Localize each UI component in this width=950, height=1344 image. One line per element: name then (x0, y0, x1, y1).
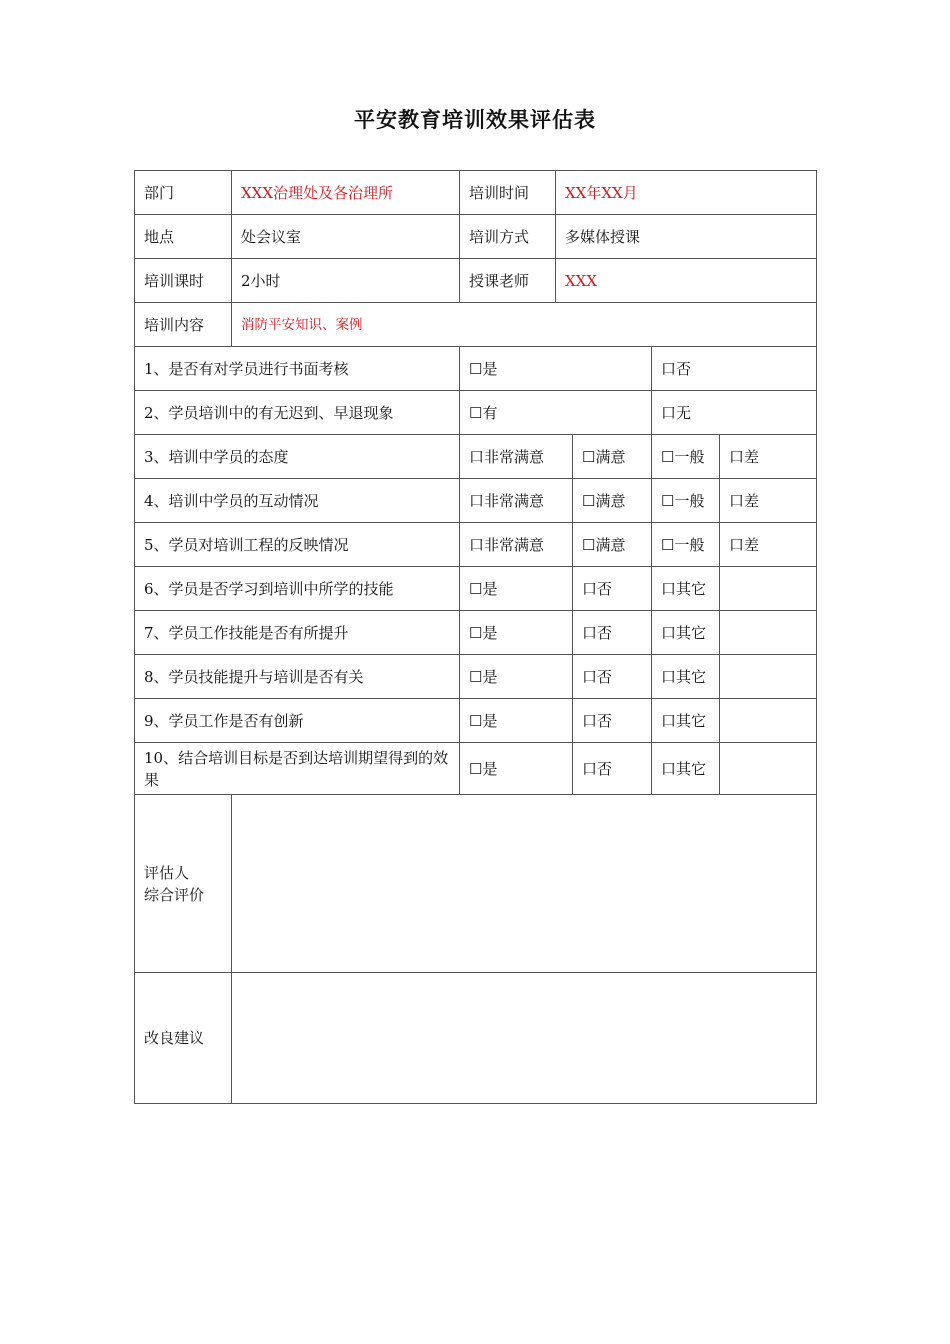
option-checkbox[interactable]: ☐一般 (652, 479, 720, 523)
option-checkbox[interactable]: ☐有 (460, 391, 652, 435)
option-checkbox[interactable]: 口差 (720, 523, 817, 567)
training-time-label: 培训时间 (460, 171, 556, 215)
option-checkbox[interactable]: ☐是 (460, 699, 573, 743)
option-checkbox[interactable]: 口差 (720, 435, 817, 479)
suggestion-row (135, 973, 817, 1104)
question-row (135, 523, 817, 567)
content-label: 培训内容 (135, 303, 232, 347)
evaluation-label-line2: 综合评价 (144, 885, 205, 904)
option-checkbox[interactable]: 口其它 (652, 567, 720, 611)
option-checkbox[interactable]: 口否 (573, 743, 652, 795)
question-text: 3、培训中学员的态度 (135, 435, 460, 479)
blank-cell[interactable] (720, 743, 817, 795)
question-row (135, 435, 817, 479)
option-checkbox[interactable]: 口其它 (652, 655, 720, 699)
evaluation-form-table (134, 170, 817, 1104)
question-row (135, 655, 817, 699)
option-checkbox[interactable]: ☐是 (460, 743, 573, 795)
question-text: 8、学员技能提升与培训是否有关 (135, 655, 460, 699)
option-checkbox[interactable]: 口否 (573, 699, 652, 743)
hours-label: 培训课时 (135, 259, 232, 303)
question-row (135, 743, 817, 795)
place-value[interactable]: 处会议室 (232, 215, 460, 259)
teacher-value[interactable]: XXX (556, 259, 817, 303)
option-checkbox[interactable]: 口非常满意 (460, 435, 573, 479)
option-checkbox[interactable]: ☐是 (460, 347, 652, 391)
place-label: 地点 (135, 215, 232, 259)
question-row (135, 479, 817, 523)
evaluation-label-line1: 评估人 (144, 863, 190, 882)
question-text: 1、是否有对学员进行书面考核 (135, 347, 460, 391)
info-row-content (135, 303, 817, 347)
question-text: 4、培训中学员的互动情况 (135, 479, 460, 523)
option-checkbox[interactable]: ☐满意 (573, 479, 652, 523)
question-text: 10、结合培训目标是否到达培训期望得到的效果 (135, 743, 460, 795)
hours-value[interactable]: 2小时 (232, 259, 460, 303)
option-checkbox[interactable]: ☐一般 (652, 523, 720, 567)
option-checkbox[interactable]: ☐是 (460, 655, 573, 699)
option-checkbox[interactable]: 口其它 (652, 699, 720, 743)
evaluation-value[interactable] (232, 795, 817, 973)
blank-cell[interactable] (720, 567, 817, 611)
question-row (135, 347, 817, 391)
evaluation-row (135, 795, 817, 973)
training-mode-value[interactable]: 多媒体授课 (556, 215, 817, 259)
option-checkbox[interactable]: 口否 (573, 655, 652, 699)
content-value[interactable]: 消防平安知识、案例 (232, 303, 817, 347)
training-time-value[interactable]: XX年XX月 (556, 171, 817, 215)
option-checkbox[interactable]: ☐是 (460, 611, 573, 655)
question-text: 6、学员是否学习到培训中所学的技能 (135, 567, 460, 611)
suggestion-label: 改良建议 (135, 973, 232, 1104)
evaluation-label (135, 795, 232, 973)
option-checkbox[interactable]: 口否 (573, 611, 652, 655)
teacher-label: 授课老师 (460, 259, 556, 303)
option-checkbox[interactable]: 口否 (573, 567, 652, 611)
question-text: 9、学员工作是否有创新 (135, 699, 460, 743)
question-text: 5、学员对培训工程的反映情况 (135, 523, 460, 567)
info-row-dept (135, 171, 817, 215)
option-checkbox[interactable]: 口非常满意 (460, 523, 573, 567)
blank-cell[interactable] (720, 655, 817, 699)
option-checkbox[interactable]: ☐满意 (573, 435, 652, 479)
form-title: 平安教育培训效果评估表 (354, 107, 596, 132)
info-row-place (135, 215, 817, 259)
option-checkbox[interactable]: 口差 (720, 479, 817, 523)
option-checkbox[interactable]: ☐满意 (573, 523, 652, 567)
option-checkbox[interactable]: 口其它 (652, 611, 720, 655)
option-checkbox[interactable]: ☐一般 (652, 435, 720, 479)
training-mode-label: 培训方式 (460, 215, 556, 259)
option-checkbox[interactable]: 口否 (652, 347, 817, 391)
question-row (135, 567, 817, 611)
info-row-hours (135, 259, 817, 303)
option-checkbox[interactable]: 口其它 (652, 743, 720, 795)
blank-cell[interactable] (720, 611, 817, 655)
option-checkbox[interactable]: 口无 (652, 391, 817, 435)
dept-value[interactable]: XXX治理处及各治理所 (232, 171, 460, 215)
option-checkbox[interactable]: 口非常满意 (460, 479, 573, 523)
blank-cell[interactable] (720, 699, 817, 743)
option-checkbox[interactable]: ☐是 (460, 567, 573, 611)
question-row (135, 611, 817, 655)
question-text: 2、学员培训中的有无迟到、早退现象 (135, 391, 460, 435)
question-text: 7、学员工作技能是否有所提升 (135, 611, 460, 655)
suggestion-value[interactable] (232, 973, 817, 1104)
question-row (135, 699, 817, 743)
question-row (135, 391, 817, 435)
dept-label: 部门 (135, 171, 232, 215)
